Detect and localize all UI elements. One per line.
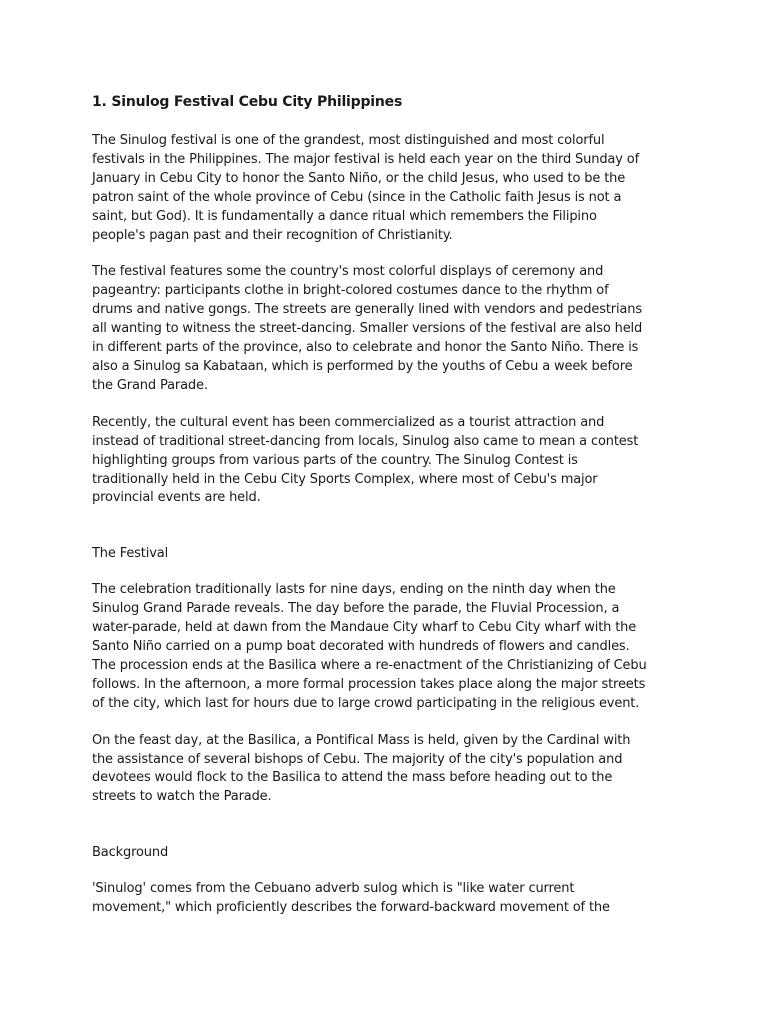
text-line: Recently, the cultural event has been commercialized as a tourist attraction and — [92, 414, 605, 430]
text-line: January in Cebu City to honor the Santo Niño, or the child Jesus, who used to be the — [92, 170, 626, 186]
text-line: streets to watch the Parade. — [92, 789, 272, 805]
text-line: devotees would flock to the Basilica to attend the mass before heading out to the — [92, 770, 613, 786]
festival-paragraph-2 — [92, 732, 712, 808]
text-line: in different parts of the province, also to celebrate and honor the Santo Niño. There is — [92, 340, 639, 356]
text-line: 'Sinulog' comes from the Cebuano adverb sulog which is "like water current — [92, 881, 575, 897]
text-line: traditionally held in the Cebu City Sports Complex, where most of Cebu's major — [92, 471, 598, 487]
document-title: 1. Sinulog Festival Cebu City Philippines — [92, 94, 403, 110]
text-line: highlighting groups from various parts of the country. The Sinulog Contest is — [92, 452, 578, 468]
intro-paragraph-1 — [92, 132, 712, 245]
text-line: all wanting to witness the street-dancing. Smaller versions of the festival are also held — [92, 321, 643, 337]
text-line: provincial events are held. — [92, 490, 261, 506]
text-line: On the feast day, at the Basilica, a Pontifical Mass is held, given by the Cardinal with — [92, 732, 631, 748]
text-line: water-parade, held at dawn from the Mandaue City wharf to Cebu City wharf with the — [92, 620, 637, 636]
text-line: saint, but God). It is fundamentally a dance ritual which remembers the Filipino — [92, 208, 597, 224]
text-line: festivals in the Philippines. The major festival is held each year on the third Sunday of — [92, 151, 639, 167]
text-line: the Grand Parade. — [92, 377, 208, 393]
text-line: Santo Niño carried on a pump boat decorated with hundreds of flowers and candles. — [92, 639, 630, 655]
text-line: The celebration traditionally lasts for nine days, ending on the ninth day when the — [92, 582, 616, 598]
text-line: drums and native gongs. The streets are generally lined with vendors and pedestrians — [92, 302, 642, 318]
text-line: also a Sinulog sa Kabataan, which is performed by the youths of Cebu a week before — [92, 358, 633, 374]
document-page — [92, 92, 712, 918]
text-line: instead of traditional street-dancing from locals, Sinulog also came to mean a contest — [92, 433, 639, 449]
text-line: pageantry: participants clothe in bright-colored costumes dance to the rhythm of — [92, 283, 609, 299]
background-paragraph-1 — [92, 880, 712, 918]
text-line: The procession ends at the Basilica where a re-enactment of the Christianizing of Cebu — [92, 657, 647, 673]
text-line: of the city, which last for hours due to large crowd participating in the religious event. — [92, 695, 640, 711]
text-line: movement," which proficiently describes the forward-backward movement of the — [92, 900, 610, 916]
festival-paragraph-1 — [92, 581, 712, 713]
text-line: people's pagan past and their recognition of Christianity. — [92, 227, 453, 243]
text-line: patron saint of the whole province of Cebu (since in the Catholic faith Jesus is not a — [92, 189, 622, 205]
section-heading-background: Background — [92, 845, 169, 861]
text-line: The Sinulog festival is one of the grandest, most distinguished and most colorful — [92, 133, 605, 148]
text-line: the assistance of several bishops of Cebu. The majority of the city's population and — [92, 751, 623, 767]
text-line: follows. In the afternoon, a more formal procession takes place along the major streets — [92, 676, 646, 692]
intro-paragraph-3 — [92, 414, 712, 509]
intro-paragraph-2 — [92, 263, 712, 395]
text-line: The festival features some the country's most colorful displays of ceremony and — [92, 264, 604, 280]
text-line: Sinulog Grand Parade reveals. The day before the parade, the Fluvial Procession, a — [92, 601, 620, 617]
section-heading-festival: The Festival — [92, 546, 169, 562]
